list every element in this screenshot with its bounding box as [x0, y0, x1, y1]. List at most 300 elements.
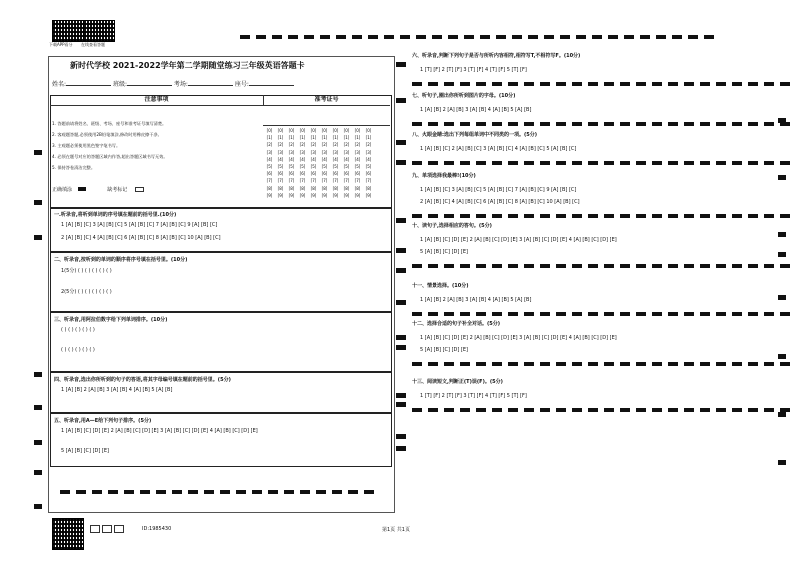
- exam-digit-bubble: [3]: [354, 149, 361, 155]
- answer-section: [412, 172, 782, 220]
- separator-mark: [716, 312, 726, 316]
- timing-mark: [124, 490, 134, 494]
- separator-mark: [668, 264, 678, 268]
- separator-mark: [700, 264, 710, 268]
- section-title: 八、火眼金睛:选出下列每组单词中不同类的一项。(5分): [412, 132, 538, 138]
- footer-box: [102, 525, 112, 533]
- timing-mark: [204, 490, 214, 494]
- separator-mark: [476, 312, 486, 316]
- separator-mark: [604, 122, 614, 126]
- separator-mark: [668, 408, 678, 412]
- separator-mark: [716, 82, 726, 86]
- exam-digit-bubble: [8]: [354, 185, 361, 191]
- exam-digit-bubble: [6]: [266, 171, 273, 177]
- timing-mark: [400, 35, 410, 39]
- exam-digit-bubble: [4]: [299, 156, 306, 162]
- separator-mark: [620, 264, 630, 268]
- timing-mark: [34, 200, 42, 205]
- answer-section: [412, 282, 782, 318]
- separator-mark: [444, 362, 454, 366]
- exam-no-row: [264, 192, 389, 199]
- exam-digit-bubble: [9]: [365, 192, 372, 198]
- separator-mark: [508, 408, 518, 412]
- exam-digit-bubble: [8]: [365, 185, 372, 191]
- timing-mark: [396, 434, 406, 439]
- exam-digit-bubble: [5]: [288, 163, 295, 169]
- separator-mark: [556, 82, 566, 86]
- separator-mark: [540, 312, 550, 316]
- timing-mark: [320, 35, 330, 39]
- exam-digit-bubble: [0]: [266, 128, 273, 133]
- section-separator: [412, 214, 782, 220]
- exam-digit-bubble: [3]: [299, 149, 306, 155]
- separator-mark: [460, 312, 470, 316]
- exam-digit-bubble: [6]: [343, 171, 350, 177]
- exam-no-row: [264, 170, 389, 177]
- exam-digit-bubble: [1]: [299, 135, 306, 141]
- section-title: 十三、阅读短文,判断正(T)误(F)。(5分): [412, 379, 503, 385]
- timing-mark: [284, 490, 294, 494]
- answer-section: [412, 92, 782, 128]
- separator-mark: [460, 408, 470, 412]
- separator-mark: [636, 214, 646, 218]
- field-class: 班级:: [112, 81, 127, 88]
- qr-caption: 下载APP看分: [49, 42, 73, 47]
- answer-section: [50, 252, 392, 312]
- fill-correct-label: 正确填涂: [52, 187, 73, 193]
- separator-mark: [476, 82, 486, 86]
- exam-digit-bubble: [4]: [343, 156, 350, 162]
- exam-digit-bubble: [9]: [277, 192, 284, 198]
- timing-mark: [34, 372, 42, 377]
- separator-mark: [540, 122, 550, 126]
- timing-mark: [34, 235, 42, 240]
- exam-digit-bubble: [8]: [343, 185, 350, 191]
- separator-mark: [780, 82, 790, 86]
- timing-mark: [236, 490, 246, 494]
- field-name: 姓名:: [52, 81, 67, 88]
- timing-mark: [272, 35, 282, 39]
- separator-mark: [764, 362, 774, 366]
- separator-mark: [412, 312, 422, 316]
- section-title: 十、读句子,选择相应的答句。(5分): [412, 223, 492, 229]
- timing-mark: [778, 175, 786, 180]
- timing-mark: [396, 446, 406, 451]
- answer-row: 1 [A] [B] [C] [D] [E] 2 [A] [B] [C] [D] [E] 3 [A] [B] [C] [D] [E] 4 [A] [B] [C] [D] [E]: [420, 237, 617, 243]
- timing-mark: [778, 118, 786, 123]
- exam-digit-bubble: [8]: [310, 185, 317, 191]
- exam-digit-bubble: [6]: [365, 171, 372, 177]
- separator-mark: [492, 214, 502, 218]
- exam-digit-bubble: [1]: [354, 135, 361, 141]
- separator-mark: [668, 82, 678, 86]
- timing-mark: [480, 35, 490, 39]
- section-title: 四、听录音,选出你所听到的句子的答语,将其字母编号填在题前的括号里。(5分): [54, 377, 231, 383]
- separator-mark: [732, 362, 742, 366]
- timing-mark: [352, 35, 362, 39]
- exam-digit-bubble: [1]: [277, 135, 284, 141]
- separator-mark: [636, 264, 646, 268]
- timing-mark: [544, 35, 554, 39]
- answer-row: 1 [A] [B] [C] 2 [A] [B] [C] 3 [A] [B] [C] 4 [A] [B] [C] 5 [A] [B] [C]: [420, 146, 577, 152]
- answer-row: ( ) ( ) ( ) ( ) ( ): [61, 347, 95, 353]
- timing-mark: [336, 35, 346, 39]
- separator-mark: [604, 408, 614, 412]
- separator-mark: [716, 362, 726, 366]
- separator-mark: [540, 161, 550, 165]
- timing-mark: [156, 490, 166, 494]
- section-title: 十二、选择合适的句子补全对话。(5分): [412, 321, 501, 327]
- separator-mark: [620, 408, 630, 412]
- exam-digit-bubble: [9]: [343, 192, 350, 198]
- exam-digit-bubble: [9]: [266, 192, 273, 198]
- timing-mark: [396, 160, 406, 165]
- section-title: 七、听句子,圈出你所听到图片的字母。(10分): [412, 93, 516, 99]
- separator-mark: [716, 408, 726, 412]
- exam-digit-bubble: [1]: [343, 135, 350, 141]
- separator-mark: [476, 362, 486, 366]
- notice-item: 4. 必须在题号对应的答题区域内作答,超出答题区域书写无效。: [52, 154, 168, 159]
- separator-mark: [492, 82, 502, 86]
- separator-mark: [700, 82, 710, 86]
- separator-mark: [556, 362, 566, 366]
- timing-mark: [778, 295, 786, 300]
- timing-mark: [396, 248, 406, 253]
- exam-digit-bubble: [2]: [288, 142, 295, 148]
- answer-row: 1 [A] [B] [C] 3 [A] [B] [C] 5 [A] [B] [C] 7 [A] [B] [C] 9 [A] [B] [C]: [61, 222, 218, 228]
- exam-digit-bubble: [4]: [321, 156, 328, 162]
- page-number: 第1页 共1页: [382, 527, 410, 533]
- exam-digit-bubble: [5]: [277, 163, 284, 169]
- exam-digit-bubble: [6]: [288, 171, 295, 177]
- separator-mark: [588, 161, 598, 165]
- separator-mark: [780, 312, 790, 316]
- exam-digit-bubble: [7]: [299, 178, 306, 184]
- exam-digit-bubble: [0]: [321, 128, 328, 133]
- separator-mark: [636, 362, 646, 366]
- separator-mark: [460, 82, 470, 86]
- section-title: 十一、情景选择。(10分): [412, 283, 469, 289]
- answer-row: 1 [A] [B] 2 [A] [B] 3 [A] [B] 4 [A] [B] 5 [A] [B]: [61, 387, 173, 393]
- separator-mark: [556, 214, 566, 218]
- timing-mark: [396, 335, 406, 340]
- exam-digit-bubble: [6]: [321, 171, 328, 177]
- separator-mark: [604, 82, 614, 86]
- notice-item: 3. 主观题必须使用黑色签字笔书写。: [52, 143, 121, 148]
- exam-digit-bubble: [1]: [288, 135, 295, 141]
- timing-mark: [300, 490, 310, 494]
- separator-mark: [524, 408, 534, 412]
- separator-mark: [764, 408, 774, 412]
- separator-mark: [748, 408, 758, 412]
- exam-digit-bubble: [6]: [332, 171, 339, 177]
- timing-mark: [396, 62, 406, 67]
- exam-digit-bubble: [0]: [343, 128, 350, 133]
- timing-mark: [348, 490, 358, 494]
- qr-code: [83, 20, 115, 42]
- timing-mark: [34, 440, 42, 445]
- exam-digit-bubble: [3]: [321, 149, 328, 155]
- exam-digit-bubble: [7]: [343, 178, 350, 184]
- separator-mark: [700, 214, 710, 218]
- separator-mark: [428, 122, 438, 126]
- field-room: 考场:: [173, 81, 188, 88]
- exam-digit-bubble: [2]: [266, 142, 273, 148]
- timing-mark: [172, 490, 182, 494]
- fill-legend: [52, 186, 144, 193]
- separator-mark: [444, 122, 454, 126]
- timing-mark: [256, 35, 266, 39]
- exam-digit-bubble: [4]: [310, 156, 317, 162]
- exam-digit-bubble: [1]: [332, 135, 339, 141]
- qr-caption: 在线查看答题: [81, 42, 105, 47]
- exam-digit-bubble: [3]: [277, 149, 284, 155]
- timing-mark: [188, 490, 198, 494]
- exam-digit-bubble: [5]: [310, 163, 317, 169]
- separator-mark: [620, 161, 630, 165]
- separator-mark: [524, 82, 534, 86]
- separator-mark: [764, 122, 774, 126]
- separator-mark: [620, 312, 630, 316]
- answer-section: [50, 312, 392, 372]
- separator-mark: [524, 264, 534, 268]
- exam-digit-bubble: [0]: [299, 128, 306, 133]
- answer-row: 1 [A] [B] 2 [A] [B] 3 [A] [B] 4 [A] [B] 5 [A] [B]: [420, 107, 532, 113]
- exam-digit-bubble: [7]: [310, 178, 317, 184]
- separator-mark: [748, 214, 758, 218]
- separator-mark: [460, 362, 470, 366]
- timing-mark: [384, 35, 394, 39]
- separator-mark: [652, 264, 662, 268]
- exam-no-write-row: [263, 105, 390, 126]
- notice-list: [52, 118, 260, 173]
- answer-section: [412, 52, 782, 88]
- separator-mark: [764, 161, 774, 165]
- separator-mark: [556, 312, 566, 316]
- separator-mark: [764, 214, 774, 218]
- timing-mark: [368, 35, 378, 39]
- section-separator: [412, 82, 782, 88]
- answer-section: [412, 222, 782, 270]
- exam-digit-bubble: [3]: [365, 149, 372, 155]
- separator-mark: [508, 312, 518, 316]
- exam-digit-bubble: [7]: [354, 178, 361, 184]
- section-separator: [412, 408, 782, 414]
- separator-mark: [476, 408, 486, 412]
- timing-mark: [432, 35, 442, 39]
- separator-mark: [492, 264, 502, 268]
- separator-mark: [444, 264, 454, 268]
- exam-digit-bubble: [5]: [365, 163, 372, 169]
- timing-mark: [576, 35, 586, 39]
- separator-mark: [668, 214, 678, 218]
- answer-row: 1 [A] [B] 2 [A] [B] 3 [A] [B] 4 [A] [B] 5 [A] [B]: [420, 297, 532, 303]
- separator-mark: [780, 214, 790, 218]
- timing-mark: [396, 218, 406, 223]
- separator-mark: [716, 214, 726, 218]
- exam-digit-bubble: [0]: [277, 128, 284, 133]
- exam-digit-bubble: [3]: [310, 149, 317, 155]
- separator-mark: [620, 122, 630, 126]
- exam-no-title: 准考证号: [263, 95, 390, 106]
- timing-mark: [496, 35, 506, 39]
- exam-digit-bubble: [3]: [343, 149, 350, 155]
- separator-mark: [700, 161, 710, 165]
- exam-no-row: [264, 141, 389, 148]
- separator-mark: [684, 161, 694, 165]
- fill-missing-label: 缺考标记: [107, 187, 128, 193]
- field-seat: 座号:: [234, 81, 249, 88]
- timing-mark: [396, 268, 406, 273]
- exam-digit-bubble: [2]: [277, 142, 284, 148]
- timing-mark: [528, 35, 538, 39]
- exam-digit-bubble: [2]: [354, 142, 361, 148]
- separator-mark: [652, 408, 662, 412]
- answer-section: [412, 320, 782, 368]
- timing-mark: [396, 98, 406, 103]
- separator-mark: [572, 312, 582, 316]
- exam-digit-bubble: [5]: [332, 163, 339, 169]
- separator-mark: [540, 408, 550, 412]
- separator-mark: [572, 264, 582, 268]
- exam-digit-bubble: [8]: [299, 185, 306, 191]
- exam-digit-bubble: [3]: [266, 149, 273, 155]
- answer-row: 5 [A] [B] [C] [D] [E]: [420, 347, 468, 353]
- separator-mark: [700, 362, 710, 366]
- separator-mark: [412, 214, 422, 218]
- answer-row: 5 [A] [B] [C] [D] [E]: [61, 448, 109, 454]
- exam-digit-bubble: [6]: [277, 171, 284, 177]
- timing-marks: [240, 35, 780, 41]
- timing-mark: [416, 35, 426, 39]
- answer-row: 1 [A] [B] [C] 3 [A] [B] [C] 5 [A] [B] [C] 7 [A] [B] [C] 9 [A] [B] [C]: [420, 187, 577, 193]
- separator-mark: [684, 214, 694, 218]
- separator-mark: [460, 264, 470, 268]
- separator-mark: [572, 122, 582, 126]
- exam-digit-bubble: [2]: [321, 142, 328, 148]
- section-title: 二、听录音,按听到的单词的顺序将序号填在括号里。(10分): [54, 257, 188, 263]
- timing-mark: [34, 405, 42, 410]
- separator-mark: [412, 161, 422, 165]
- section-separator: [412, 264, 782, 270]
- exam-digit-bubble: [3]: [288, 149, 295, 155]
- exam-digit-bubble: [8]: [266, 185, 273, 191]
- timing-mark: [220, 490, 230, 494]
- separator-mark: [540, 362, 550, 366]
- separator-mark: [636, 312, 646, 316]
- timing-mark: [268, 490, 278, 494]
- exam-digit-bubble: [6]: [310, 171, 317, 177]
- separator-mark: [588, 82, 598, 86]
- separator-mark: [444, 408, 454, 412]
- footer-box: [114, 525, 124, 533]
- exam-no-row: [264, 163, 389, 170]
- answer-row: 1 [T] [F] 2 [T] [F] 3 [T] [F] 4 [T] [F] 5 [T] [F]: [420, 393, 527, 399]
- exam-digit-bubble: [4]: [277, 156, 284, 162]
- separator-mark: [780, 264, 790, 268]
- exam-digit-bubble: [8]: [288, 185, 295, 191]
- separator-mark: [572, 362, 582, 366]
- timing-mark: [60, 490, 70, 494]
- timing-mark: [288, 35, 298, 39]
- timing-mark: [76, 490, 86, 494]
- timing-mark: [778, 232, 786, 237]
- answer-row: 5 [A] [B] [C] [D] [E]: [420, 249, 468, 255]
- separator-mark: [492, 312, 502, 316]
- separator-mark: [764, 312, 774, 316]
- exam-digit-bubble: [1]: [321, 135, 328, 141]
- separator-mark: [508, 122, 518, 126]
- separator-mark: [460, 214, 470, 218]
- exam-digit-bubble: [5]: [343, 163, 350, 169]
- separator-mark: [588, 312, 598, 316]
- separator-mark: [732, 161, 742, 165]
- separator-mark: [460, 161, 470, 165]
- exam-digit-bubble: [2]: [299, 142, 306, 148]
- timing-mark: [396, 300, 406, 305]
- separator-mark: [524, 161, 534, 165]
- separator-mark: [748, 161, 758, 165]
- answer-section: [412, 378, 782, 414]
- answer-row: ( ) ( ) ( ) ( ) ( ): [61, 327, 95, 333]
- separator-mark: [668, 362, 678, 366]
- answer-section: [50, 372, 392, 413]
- timing-mark: [672, 35, 682, 39]
- separator-mark: [556, 408, 566, 412]
- separator-mark: [476, 264, 486, 268]
- separator-mark: [700, 122, 710, 126]
- separator-mark: [764, 264, 774, 268]
- exam-no-row: [264, 177, 389, 184]
- exam-digit-bubble: [0]: [332, 128, 339, 133]
- separator-mark: [444, 214, 454, 218]
- separator-mark: [684, 312, 694, 316]
- separator-mark: [652, 214, 662, 218]
- timing-mark: [252, 490, 262, 494]
- timing-mark: [240, 35, 250, 39]
- separator-mark: [540, 82, 550, 86]
- separator-mark: [428, 214, 438, 218]
- separator-mark: [428, 264, 438, 268]
- exam-digit-bubble: [2]: [310, 142, 317, 148]
- exam-digit-bubble: [5]: [321, 163, 328, 169]
- separator-mark: [428, 362, 438, 366]
- timing-mark: [704, 35, 714, 39]
- exam-digit-bubble: [7]: [321, 178, 328, 184]
- separator-mark: [412, 362, 422, 366]
- timing-mark: [560, 35, 570, 39]
- separator-mark: [748, 82, 758, 86]
- separator-mark: [572, 161, 582, 165]
- separator-mark: [652, 122, 662, 126]
- exam-digit-bubble: [6]: [299, 171, 306, 177]
- exam-digit-bubble: [2]: [365, 142, 372, 148]
- separator-mark: [604, 264, 614, 268]
- separator-mark: [524, 214, 534, 218]
- separator-mark: [716, 122, 726, 126]
- timing-mark: [778, 252, 786, 257]
- separator-mark: [476, 214, 486, 218]
- separator-mark: [700, 312, 710, 316]
- separator-mark: [748, 362, 758, 366]
- separator-mark: [428, 312, 438, 316]
- separator-mark: [556, 161, 566, 165]
- separator-mark: [732, 82, 742, 86]
- separator-mark: [476, 161, 486, 165]
- timing-mark: [34, 150, 42, 155]
- separator-mark: [460, 122, 470, 126]
- timing-mark: [512, 35, 522, 39]
